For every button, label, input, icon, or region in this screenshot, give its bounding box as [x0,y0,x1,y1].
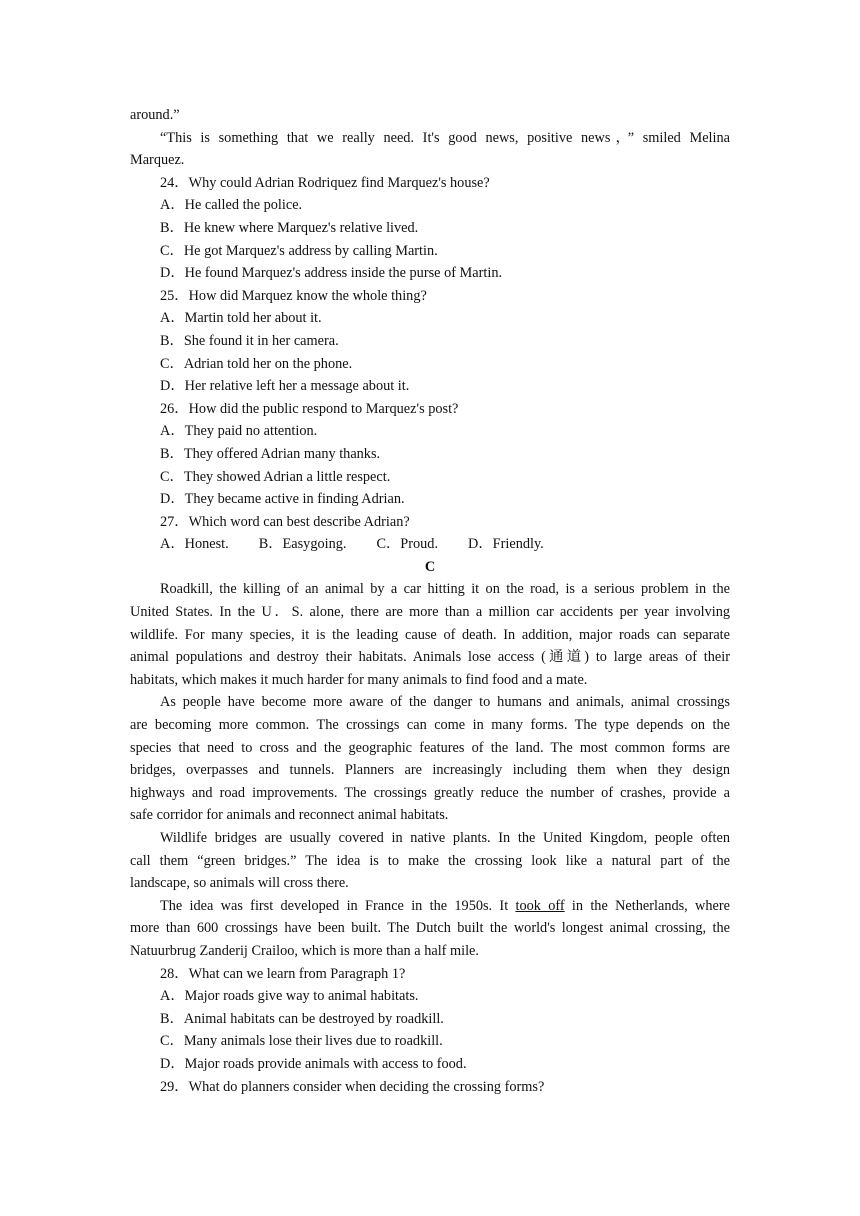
answer-option[interactable]: D．Major roads provide animals with access to food. [160,1055,467,1072]
text-line: As people have become more aware of the danger to humans and animals, animal crossings [160,694,730,711]
text-line: around.” [130,107,180,123]
question-stem: 27．Which word can best describe Adrian? [160,513,410,530]
question-stem: 29．What do planners consider when deciding the crossing forms? [160,1078,545,1095]
section-heading: C [424,558,436,575]
text-line: bridges, overpasses and tunnels. Planners are increasingly including them when they design [130,762,730,779]
text-fragment: The idea was first developed in France in the 1950s. It [160,897,516,914]
question-28 [130,963,730,1076]
text-line: landscape, so animals will cross there. [130,875,349,892]
answer-option[interactable]: C．He got Marquez's address by calling Martin. [160,242,438,259]
question-29 [130,1076,730,1099]
text-line: United States. In the U．S. alone, there are more than a million car accidents per year involving [130,604,730,621]
text-line: Roadkill, the killing of an animal by a car hitting it on the road, is a serious problem in the [160,581,730,598]
answer-option[interactable]: A．They paid no attention. [160,423,318,440]
text-line: Marquez. [130,152,185,169]
text-fragment: in the Netherlands, where [564,897,730,914]
question-stem: 28．What can we learn from Paragraph 1? [160,965,406,982]
passage-paragraph-1 [130,578,730,691]
answer-option[interactable]: B．Easygoing. [258,536,347,553]
question-25 [130,285,730,398]
answer-option[interactable]: C．Proud. [376,536,439,553]
passage-paragraph-3 [130,827,730,895]
answer-option[interactable]: D．He found Marquez's address inside the purse of Martin. [160,265,503,282]
answer-option[interactable]: C．They showed Adrian a little respect. [160,468,391,485]
answer-option[interactable]: D．Friendly. [468,536,544,553]
question-stem: 26．How did the public respond to Marquez's post? [160,400,459,417]
text-line: “This is something that we really need. It's good news, positive news，” smiled Melina [160,129,730,146]
text-line: more than 600 crossings have been built. The Dutch built the world's longest animal crossing, the [130,920,730,937]
passage-paragraph-4 [130,895,730,963]
text-line: are becoming more common. The crossings can come in many forms. The type depends on the [130,717,730,734]
document-page [130,104,730,1098]
answer-option[interactable]: A．Martin told her about it. [160,310,322,327]
answer-option[interactable]: A．Major roads give way to animal habitats. [160,988,419,1005]
text-line: safe corridor for animals and reconnect animal habitats. [130,807,449,824]
text-line: animal populations and destroy their habitats. Animals lose access (通道) to large areas of their [130,649,730,666]
answer-options-row [130,533,730,556]
answer-option[interactable]: B．They offered Adrian many thanks. [160,445,381,462]
answer-option[interactable]: A．He called the police. [160,197,303,214]
answer-option[interactable]: B．He knew where Marquez's relative lived. [160,219,419,236]
text-line: Wildlife bridges are usually covered in native plants. In the United Kingdom, people often [160,830,730,846]
question-24 [130,172,730,285]
answer-option[interactable]: D．Her relative left her a message about it. [160,378,410,395]
text-line: highways and road improvements. The crossings greatly reduce the number of crashes, provide a [130,784,730,801]
text-line: habitats, which makes it much harder for many animals to find food and a mate. [130,671,588,688]
quote-paragraph [130,127,730,172]
answer-option[interactable]: D．They became active in finding Adrian. [160,491,405,508]
question-26 [130,398,730,511]
text-line: Natuurbrug Zanderij Crailoo, which is more than a half mile. [130,942,479,959]
text-line: wildlife. For many species, it is the leading cause of death. In addition, major roads can separate [130,626,730,643]
answer-option[interactable]: C．Adrian told her on the phone. [160,355,353,372]
answer-option[interactable]: B．She found it in her camera. [160,332,339,349]
answer-option[interactable]: C．Many animals lose their lives due to roadkill. [160,1033,443,1050]
question-27 [130,511,730,556]
question-stem: 24．Why could Adrian Rodriquez find Marquez's house? [160,174,490,191]
question-stem: 25．How did Marquez know the whole thing? [160,287,427,304]
text-line: call them “green bridges.” The idea is to make the crossing look like a natural part of the [130,852,730,869]
answer-option[interactable]: B．Animal habitats can be destroyed by roadkill. [160,1010,444,1027]
answer-option[interactable]: A．Honest. [160,536,229,553]
passage-paragraph-2 [130,691,730,827]
text-line [130,895,730,918]
text-line: species that need to cross and the geographic features of the land. The most common forms are [130,739,730,756]
underlined-phrase: took off [515,897,565,914]
